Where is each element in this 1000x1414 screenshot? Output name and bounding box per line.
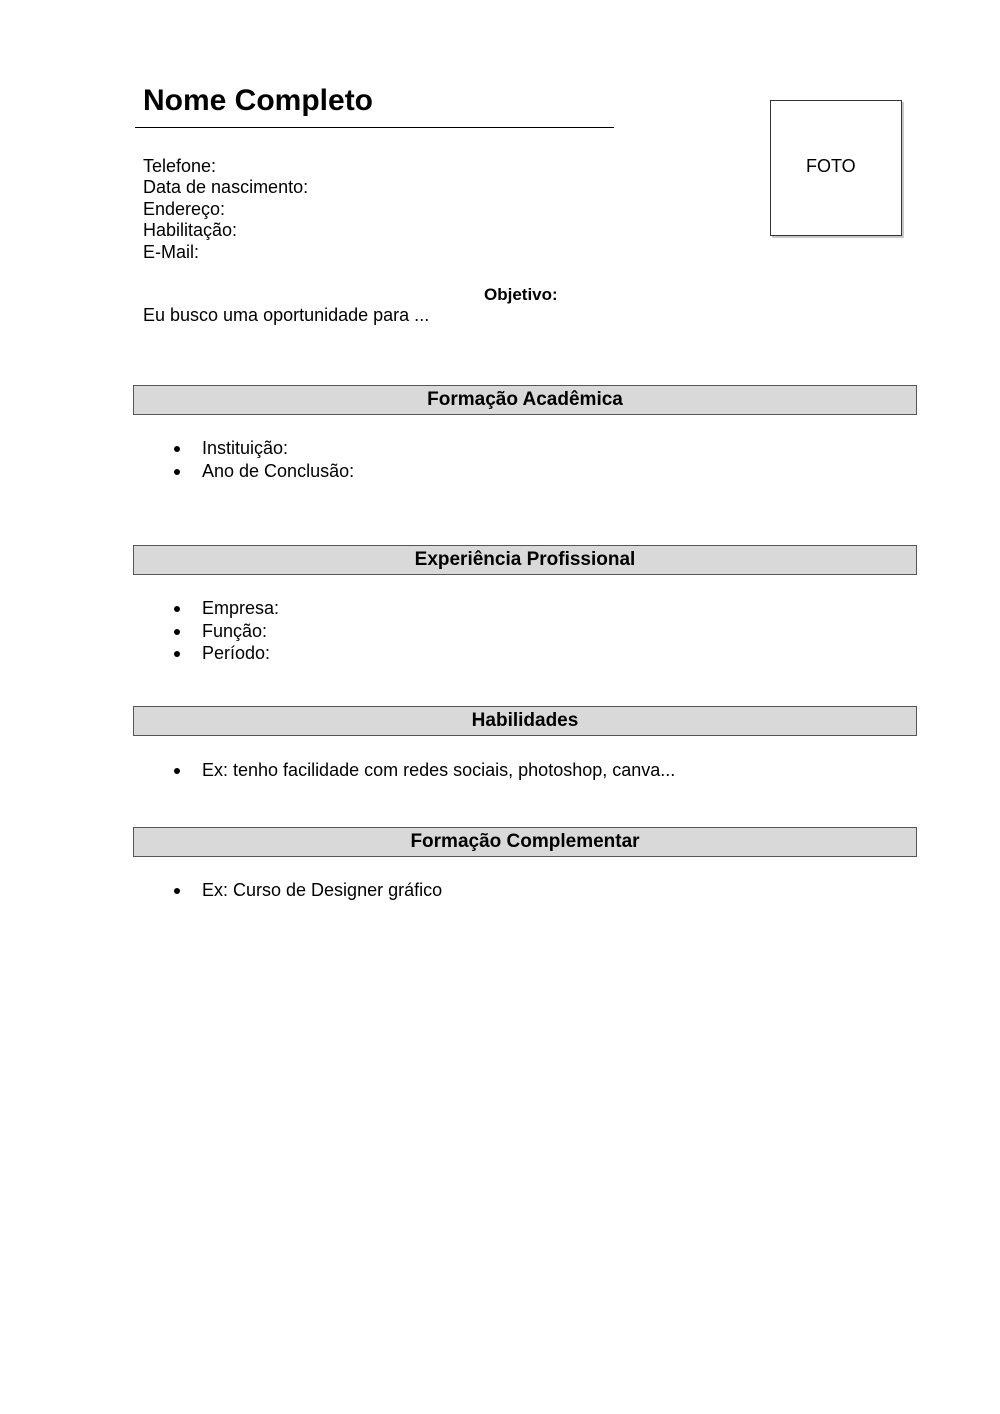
skills-list	[202, 759, 675, 782]
contact-list	[143, 156, 308, 263]
contact-email: E-Mail:	[143, 241, 200, 262]
objective-heading: Objetivo:	[484, 285, 558, 304]
list-item: Função:	[202, 620, 279, 643]
list-item: Ex: Curso de Designer gráfico	[202, 880, 443, 900]
education-list	[202, 437, 354, 482]
list-item: Empresa:	[202, 598, 280, 618]
contact-address: Endereço:	[143, 198, 226, 219]
section-experience-title: Experiência Profissional	[133, 545, 917, 575]
name-title: Nome Completo	[143, 84, 374, 117]
section-education-title: Formação Acadêmica	[133, 385, 917, 415]
contact-license: Habilitação:	[143, 220, 238, 241]
complementary-list	[202, 879, 442, 902]
contact-phone: Telefone:	[143, 156, 217, 176]
name-underline	[135, 127, 614, 128]
experience-list	[202, 597, 279, 665]
objective-text: Eu busco uma oportunidade para ...	[143, 305, 430, 325]
contact-birthdate: Data de nascimento:	[143, 177, 309, 198]
section-complementary-title: Formação Complementar	[133, 827, 917, 857]
list-item: Período:	[202, 642, 279, 665]
list-item: Ano de Conclusão:	[202, 460, 355, 481]
section-skills-title: Habilidades	[133, 706, 917, 736]
photo-label: FOTO	[806, 156, 856, 176]
list-item: Ex: tenho facilidade com redes sociais, photoshop, canva...	[202, 760, 676, 780]
list-item: Instituição:	[202, 437, 354, 460]
